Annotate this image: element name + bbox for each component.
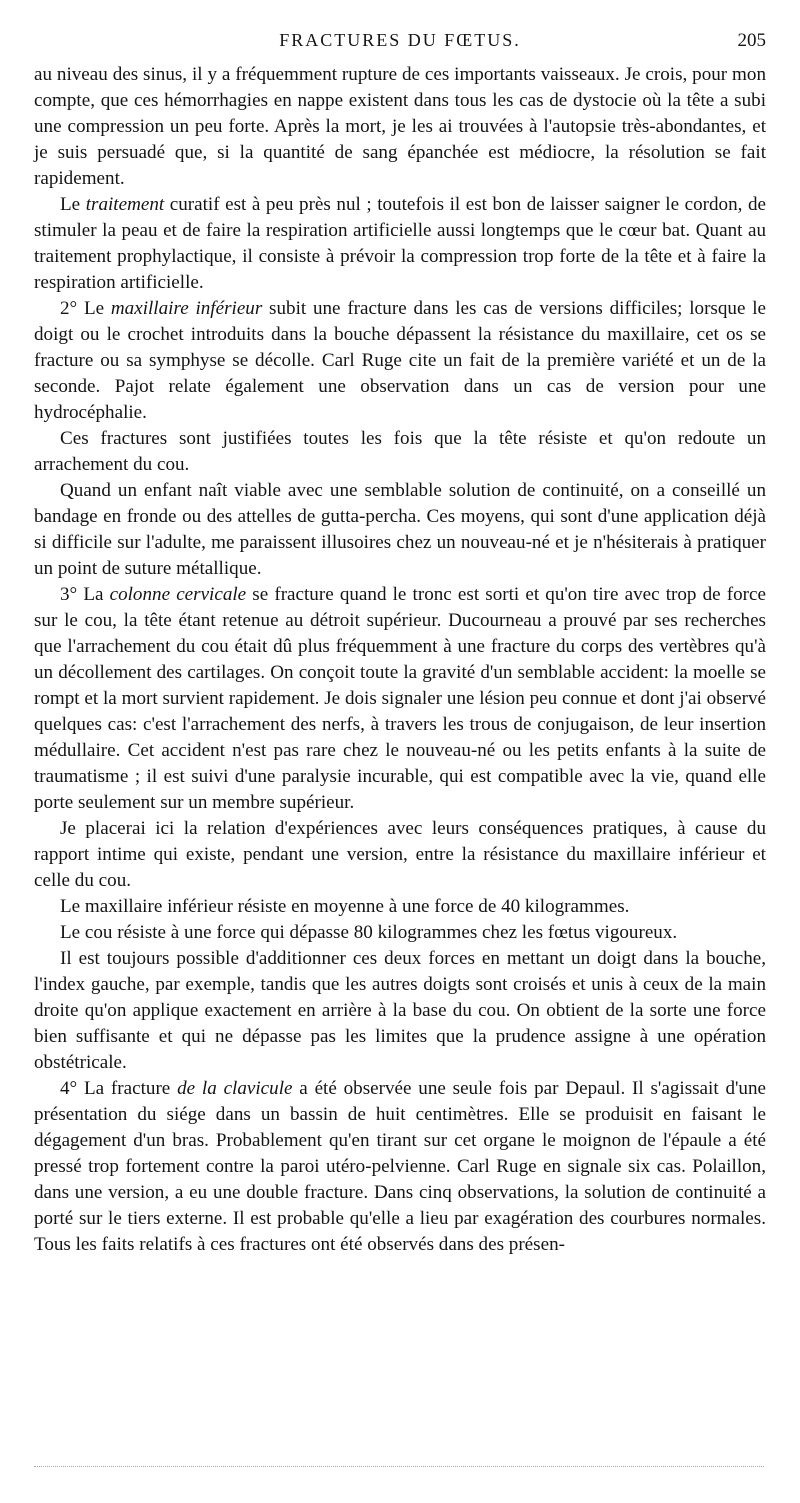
- italic-term: de la clavicule: [177, 1078, 293, 1099]
- text-run: Je placerai ici la relation d'expériences avec leurs conséquences pratiques, à cause du rapport intime qui existe, pendant une version, entre la résistance du maxillaire inférieur et celle du cou.: [34, 818, 766, 891]
- text-run: Le cou résiste à une force qui dépasse 80 kilogrammes chez les fœtus vigoureux.: [60, 922, 678, 943]
- text-run: a été observée une seule fois par Depaul. Il s'agissait d'une présentation du siége dans un bassin de huit centimètres. Elle se produisit en faisant le dégagement d'un bras. Probablement qu'en tirant sur cet organe le moignon de l'épaule a été pressé trop fortement contre la paroi utéro-pelvienne. Carl Ruge en signale six cas. Polaillon, dans une version, a eu une double fracture. Dans cinq observations, la solution de continuité a porté sur le tiers externe. Il est probable qu'elle a lieu par exagération des courbures normales. Tous les faits relatifs à ces fractures ont été observés dans des présen-: [34, 1078, 767, 1255]
- text-run: au niveau des sinus, il y a fréquemment rupture de ces importants vaisseaux. Je crois, pour mon compte, que ces hémorrhagies en nappe existent dans tous les cas de dystocie où la tête a subi une compression un peu forte. Après la mort, je les ai trouvées à l'autopsie très-abondantes, et je suis persuadé que, si la quantité de sang épanchée est médiocre, la résolution se fait rapidement.: [34, 64, 766, 189]
- paragraph-8: [34, 894, 766, 920]
- paragraph-1: [34, 62, 766, 192]
- paragraph-7: [34, 816, 766, 894]
- text-run: Le: [60, 194, 86, 215]
- italic-term: maxillaire inférieur: [110, 298, 263, 319]
- paragraph-5: [34, 478, 766, 582]
- text-run: Le maxillaire inférieur résiste en moyenne à une force de 40 kilogrammes.: [60, 896, 630, 917]
- running-title: FRACTURES DU FŒTUS.: [279, 30, 521, 50]
- text-run: 3° La: [60, 584, 110, 605]
- italic-term: colonne cervicale: [109, 584, 247, 605]
- text-run: Il est toujours possible d'additionner ces deux forces en mettant un doigt dans la bouche, l'index gauche, par exemple, tandis que les autres doigts sont croisés et unis à ceux de la main droite qu'on applique exactement en arrière à la base du cou. On obtient de la sorte une force bien suffisante et qui ne dépasse pas les limites que la prudence assigne à une opération obstétricale.: [34, 948, 766, 1073]
- paragraph-2: [34, 192, 766, 296]
- paragraph-9: [34, 920, 766, 946]
- text-run: se fracture quand le tronc est sorti et qu'on tire avec trop de force sur le cou, la tête étant retenue au détroit supérieur. Ducourneau a prouvé par ses recherches que l'arrachement du cou était dû plus fréquemment à une fracture du corps des vertèbres qu'à un décollement des cartilages. On conçoit toute la gravité d'un semblable accident: la moelle se rompt et la mort survient rapidement. Je dois signaler une lésion peu connue et dont j'ai observé quelques cas: c'est l'arrachement des nerfs, à travers les trous de conjugaison, de leur insertion médullaire. Cet accident n'est pas rare chez le nouveau-né ou les petits enfants à la suite de traumatisme ; il est suivi d'une paralysie incurable, qui est compatible avec la vie, quand elle porte seulement sur un membre supérieur.: [34, 584, 766, 813]
- text-run: Quand un enfant naît viable avec une semblable solution de continuité, on a conseillé un bandage en fronde ou des attelles de gutta-percha. Ces moyens, qui sont d'une application déjà si difficile sur l'adulte, me paraissent illusoires chez un nouveau-né et je n'hésiterais à pratiquer un point de suture métallique.: [34, 480, 766, 579]
- body-text: [34, 62, 766, 1258]
- paragraph-4: [34, 426, 766, 478]
- paragraph-6: [34, 582, 766, 816]
- page-number: 205: [737, 30, 766, 51]
- paragraph-3: [34, 296, 766, 426]
- paragraph-11: [34, 1076, 766, 1258]
- text-run: subit une fracture dans les cas de versions difficiles; lorsque le doigt ou le crochet introduits dans la bouche dépassent la résistance du maxillaire, cet os se fracture ou sa symphyse se décolle. Carl Ruge cite un fait de la première variété et un de la seconde. Pajot relate également une observation dans un cas de version pour une hydrocéphalie.: [34, 298, 766, 423]
- bottom-rule: [34, 1466, 764, 1467]
- text-run: 2° Le: [60, 298, 111, 319]
- text-run: curatif est à peu près nul ; toutefois il est bon de laisser saigner le cordon, de stimuler la peau et de faire la respiration artificielle aussi longtemps que le cœur bat. Quant au traitement prophylactique, il consiste à prévoir la compression trop forte de la tête et à faire la respiration artificielle.: [34, 194, 766, 293]
- page-header: [34, 30, 766, 56]
- text-run: Ces fractures sont justifiées toutes les fois que la tête résiste et qu'on redoute un arrachement du cou.: [34, 428, 766, 475]
- text-run: 4° La fracture: [60, 1078, 178, 1099]
- italic-term: traitement: [85, 194, 165, 215]
- paragraph-10: [34, 946, 766, 1076]
